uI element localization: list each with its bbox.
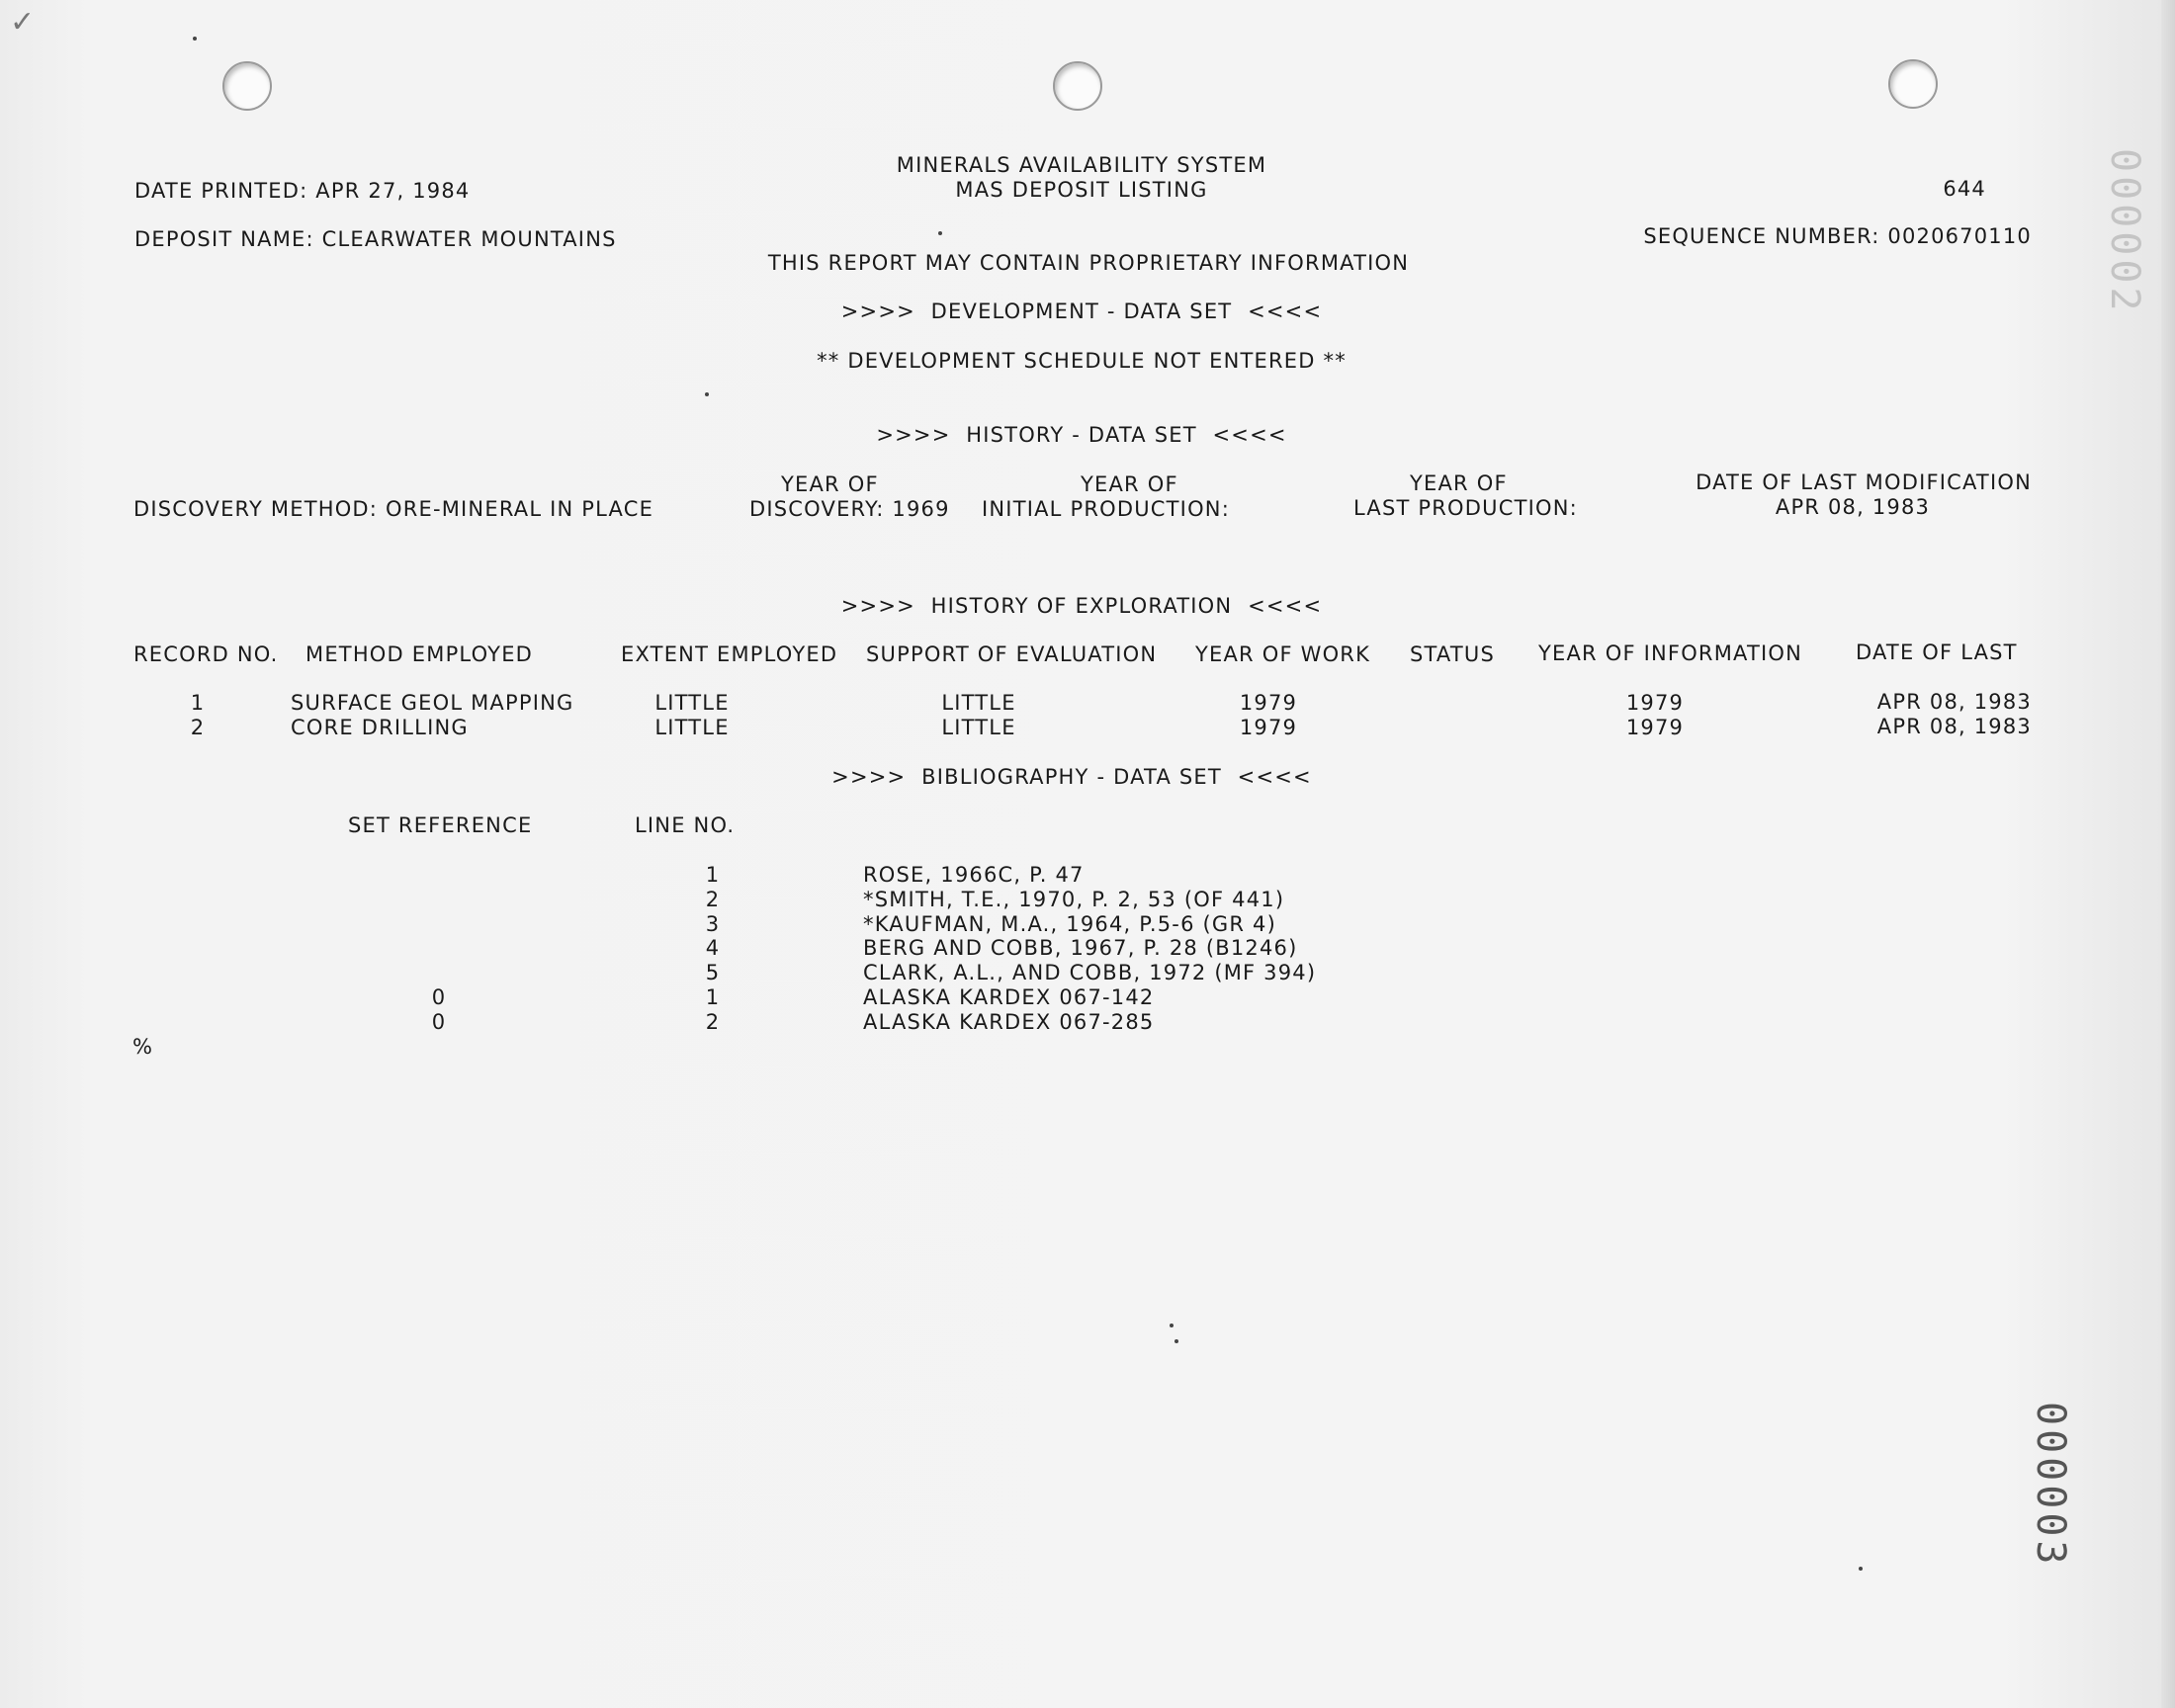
record-no: 2 — [190, 716, 206, 739]
set-reference: 0 — [431, 1010, 447, 1034]
method: CORE DRILLING — [291, 716, 469, 739]
line-no: 4 — [705, 936, 721, 960]
development-heading: >>>> DEVELOPMENT - DATA SET <<<< — [840, 299, 1323, 323]
line-no: 5 — [705, 961, 721, 984]
page-stamp-faint: 000002 — [2102, 148, 2147, 315]
col-year-of-information: YEAR OF INFORMATION — [1538, 641, 1803, 665]
record-no: 1 — [190, 691, 206, 715]
end-mark: % — [132, 1035, 154, 1059]
speck — [1859, 1567, 1863, 1571]
initial-production-value: INITIAL PRODUCTION: — [982, 497, 1230, 521]
bibliography-heading: >>>> BIBLIOGRAPHY - DATA SET <<<< — [831, 765, 1312, 789]
binder-hole-right — [1888, 59, 1938, 109]
system-title: MINERALS AVAILABILITY SYSTEM — [896, 153, 1267, 177]
corner-mark: ✓ — [10, 5, 36, 40]
line-no: 1 — [705, 985, 721, 1009]
reference-text: *KAUFMAN, M.A., 1964, P.5-6 (GR 4) — [863, 912, 1277, 936]
listing-title: MAS DEPOSIT LISTING — [955, 178, 1208, 202]
method: SURFACE GEOL MAPPING — [291, 691, 574, 715]
col-record-no: RECORD NO. — [133, 642, 279, 666]
history-heading: >>>> HISTORY - DATA SET <<<< — [876, 423, 1287, 447]
exploration-heading: >>>> HISTORY OF EXPLORATION <<<< — [840, 594, 1323, 618]
col-year-of-work: YEAR OF WORK — [1195, 642, 1371, 666]
col-date-of-last: DATE OF LAST — [1856, 640, 2018, 664]
line-no: 3 — [705, 912, 721, 936]
line-no: 2 — [705, 888, 721, 911]
speck — [705, 392, 709, 396]
reference-text: CLARK, A.L., AND COBB, 1972 (MF 394) — [863, 961, 1317, 984]
page-number: 644 — [1943, 177, 1986, 201]
speck — [1170, 1324, 1174, 1327]
year-of-discovery-label: YEAR OF — [781, 472, 879, 496]
reference-text: ALASKA KARDEX 067-142 — [863, 985, 1155, 1009]
col-line-no: LINE NO. — [635, 813, 736, 837]
year-of-discovery-value: DISCOVERY: 1969 — [749, 497, 950, 521]
deposit-name: DEPOSIT NAME: CLEARWATER MOUNTAINS — [134, 227, 617, 251]
discovery-method: DISCOVERY METHOD: ORE-MINERAL IN PLACE — [133, 497, 654, 521]
year-of-info: 1979 — [1625, 691, 1685, 715]
date-last: APR 08, 1983 — [1876, 690, 2032, 714]
reference-text: ALASKA KARDEX 067-285 — [863, 1010, 1155, 1034]
page-stamp: 000003 — [2028, 1402, 2073, 1569]
last-modification-label: DATE OF LAST MODIFICATION — [1696, 470, 2032, 494]
last-modification-value: APR 08, 1983 — [1775, 495, 1931, 519]
page-edge — [2161, 0, 2175, 1708]
year-of-info: 1979 — [1625, 716, 1685, 739]
line-no: 1 — [705, 863, 721, 887]
reference-text: BERG AND COBB, 1967, P. 28 (B1246) — [863, 936, 1298, 960]
col-method-employed: METHOD EMPLOYED — [305, 642, 534, 666]
initial-production-label: YEAR OF — [1081, 472, 1178, 496]
col-status: STATUS — [1410, 642, 1495, 666]
development-note: ** DEVELOPMENT SCHEDULE NOT ENTERED ** — [817, 349, 1347, 373]
speck — [193, 37, 197, 41]
col-extent-employed: EXTENT EMPLOYED — [621, 642, 838, 666]
date-printed: DATE PRINTED: APR 27, 1984 — [134, 179, 471, 203]
last-production-value: LAST PRODUCTION: — [1353, 496, 1578, 520]
support: LITTLE — [941, 691, 1016, 715]
col-set-reference: SET REFERENCE — [348, 813, 533, 837]
proprietary-notice: THIS REPORT MAY CONTAIN PROPRIETARY INFORMATION — [767, 251, 1410, 275]
binder-hole-center — [1053, 61, 1102, 111]
last-production-label: YEAR OF — [1410, 471, 1508, 495]
sequence-number: SEQUENCE NUMBER: 0020670110 — [1643, 224, 2032, 248]
support: LITTLE — [941, 716, 1016, 739]
reference-text: ROSE, 1966C, P. 47 — [863, 863, 1085, 887]
line-no: 2 — [705, 1010, 721, 1034]
extent: LITTLE — [654, 716, 730, 739]
binder-hole-left — [222, 61, 272, 111]
speck — [1174, 1339, 1178, 1343]
year-of-work: 1979 — [1239, 716, 1298, 739]
col-support-of-evaluation: SUPPORT OF EVALUATION — [866, 642, 1158, 666]
reference-text: *SMITH, T.E., 1970, P. 2, 53 (OF 441) — [863, 888, 1285, 911]
speck — [938, 231, 942, 235]
year-of-work: 1979 — [1239, 691, 1298, 715]
date-last: APR 08, 1983 — [1876, 715, 2032, 738]
set-reference: 0 — [431, 985, 447, 1009]
extent: LITTLE — [654, 691, 730, 715]
